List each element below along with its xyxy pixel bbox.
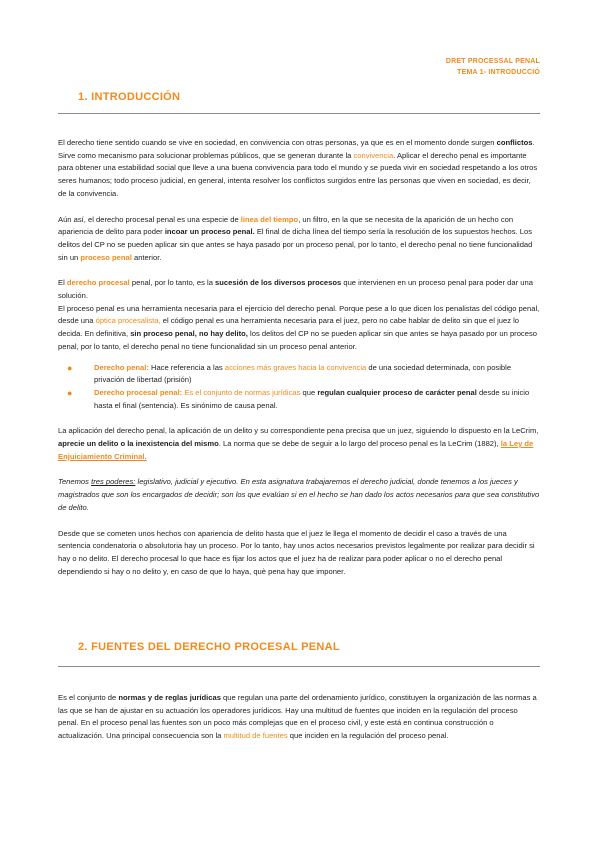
text-highlight: acciones más graves hacia la convivencia	[224, 362, 367, 372]
text: El	[58, 278, 67, 288]
list-item	[67, 387, 540, 412]
text-highlight-bold: Derecho procesal penal:	[94, 387, 183, 397]
text: Aún así, el derecho procesal penal es una especie de	[58, 214, 241, 224]
section-rule-1	[58, 113, 540, 114]
text: Es el conjunto de	[58, 693, 119, 702]
text: . Sirve como mecanismo para solucionar problemas públicos, que se generan durante la	[58, 138, 535, 160]
text: los delitos del CP no se pueden aplicar sin que antes se haya pasado por un proceso penal, por lo tanto, el derecho penal no tiene funcionalidad sin un proceso penal anterior.	[58, 329, 537, 351]
text-bold: sin proceso penal, no hay delito,	[130, 329, 248, 339]
text-highlight-bold: proceso penal	[80, 252, 132, 262]
text: legislativo, judicial y ejecutivo. En esta asignatura trabajaremos el derecho judicial, donde tenemos a los jueces y magistrados que son los encargados de decidir; son los que evalúan si en el hecho se han dado los actos necesarios para que sea constitutivo de delito.	[58, 477, 540, 512]
text-highlight: óptica procesalista,	[95, 316, 161, 326]
definition-list	[58, 362, 540, 413]
text: , un filtro, en la que se necesita de la aparición de un hecho con apariencia de delito para poder	[58, 214, 514, 237]
list-item	[67, 362, 540, 387]
text-highlight: Es el	[182, 387, 204, 397]
text-highlight-bold: Derecho penal:	[94, 362, 149, 372]
paragraph-2	[58, 214, 540, 265]
paragraph-1	[58, 137, 540, 201]
text-highlight: multitud de fuentes	[223, 731, 288, 741]
text: que intervienen en un proceso penal para poder dar una solución.	[58, 278, 533, 301]
page-header	[446, 56, 540, 78]
text: que regulan una parte del ordenamiento jurídico, constituyen la organización de las normas a las que se han de ajustar en su actuación los operadores jurídicos. Hay una multitud de fuentes que inciden en la regulación del proceso penal. En el proceso penal las fuentes son un poco más complejas que en el proceso civil, y este está en continua construcción o actualización. Una principal consecuencia son la	[58, 693, 537, 741]
text: desde su inicio hasta el final (sentencia). Es sinónimo de causa penal.	[94, 387, 530, 410]
section-title-2: 2. FUENTES DEL DERECHO PROCESAL PENAL	[78, 641, 340, 653]
text-highlight: convivencia	[353, 150, 394, 160]
text-highlight-bold: linea del tiempo	[240, 214, 299, 224]
paragraph-5	[58, 425, 540, 463]
section-title-1: 1. INTRODUCCIÓN	[78, 91, 181, 103]
section-rule-2	[58, 666, 540, 667]
text: La aplicación del derecho penal, la aplicación de un delito y su correspondiente pena precisa que un juez, siguiendo lo dispuesto en la LeCrim,	[58, 426, 539, 436]
paragraph-8	[58, 692, 540, 743]
text-bold: conflictos	[496, 138, 533, 147]
text-highlight: conjunto de normas jurídicas	[203, 387, 301, 397]
law-link[interactable]: la Ley de Enjuiciamiento Criminal.	[58, 439, 534, 461]
paragraph-6	[58, 476, 540, 514]
orange-dot-icon: ●	[67, 362, 73, 373]
text: . Aplicar el derecho penal es importante para obtener una estabilidad social que lleve a una buena convivencia para todo el mundo y se pueda vivir en sociedad respetando a los otros seres humanos; todo proceso judicial, en general, intenta resolver los conflictos surgidos entre las personas que viven en sociedad, es decir, de la convivencia.	[58, 150, 538, 198]
text-bold: sucesión de los diversos procesos	[215, 278, 342, 288]
text-underlined: tres poderes:	[91, 477, 136, 487]
paragraph-3	[58, 277, 540, 302]
text: El final de dicha línea del tiempo sería la resolución de los supuestos hechos. Los delitos del CP no se pueden aplicar sin que antes se haya pasado por un proceso penal, por lo tanto, el derecho penal no tiene funcionalidad sin un	[58, 227, 533, 262]
text: el código penal es una herramienta necesaria para el juez, pero no cabe hablar de delito sin que el juez lo decida. En definitiva,	[58, 316, 520, 339]
text: que	[300, 387, 318, 397]
text: El proceso penal es una herramienta necesaria para el ejercicio del derecho penal. Porque pese a lo que dicen los penalistas del código penal, desde una	[58, 303, 540, 326]
paragraph-4	[58, 303, 540, 354]
header-topic: TEMA 1- INTRODUCCIÓ	[457, 69, 540, 76]
header-course: DRET PROCESSAL PENAL	[445, 58, 540, 65]
text: Tenemos	[58, 477, 92, 487]
orange-dot-icon: ●	[67, 387, 73, 398]
text-bold: aprecie un delito o la inexistencia del mismo	[58, 439, 219, 449]
text-bold: incoar un proceso penal.	[164, 227, 255, 237]
text: Hace referencia a las	[148, 362, 225, 372]
text: de una sociedad determinada, con posible privación de libertad (prisión)	[94, 362, 512, 385]
text-bold: regulan cualquier proceso de carácter penal	[317, 387, 477, 397]
text-bold: normas y de reglas jurídicas	[118, 693, 221, 702]
text: anterior.	[131, 252, 162, 262]
section-fuentes	[58, 641, 540, 743]
text: penal, por lo tanto, es la	[129, 278, 216, 288]
text-highlight-bold: derecho procesal	[66, 278, 130, 288]
text: El derecho tiene sentido cuando se vive en sociedad, en convivencia con otras personas, ya que es en el momento donde surgen	[58, 138, 497, 147]
text: que inciden en la regulación del proceso penal.	[287, 731, 449, 741]
section-introduccion	[58, 91, 540, 578]
paragraph-7: Desde que se cometen unos hechos con apariencia de delito hasta que el juez le llega el momento de decidir el caso a través de una sentencia condenatoria o absolutoria hay un proceso. Por lo tanto, hay unos actos necesarios previstos legalmente por realizar para decidir si hay o no delito. El derecho procesal lo que hace es fijar los actos que el juez ha de realizar para poder aplicar o no el derecho penal dependiendo si hay o no delito y, en caso de que lo haya, què pena hay que imponer.	[58, 528, 535, 576]
text: . La norma que se debe de seguir a lo largo del proceso penal es la LeCrim (1882),	[218, 439, 501, 449]
